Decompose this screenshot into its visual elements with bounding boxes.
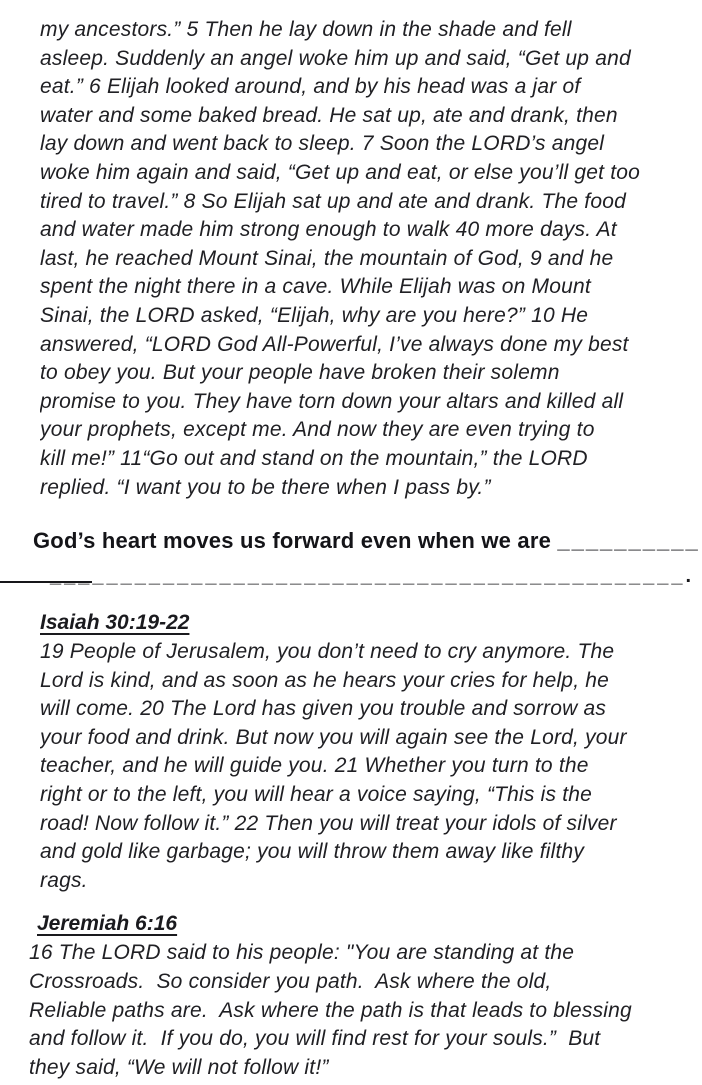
fill-in-blank-underscores-line2: _____________________________________________.: [50, 565, 695, 588]
section-jeremiah: [0, 909, 702, 1082]
fill-in-blank-underscores-line1: __________: [557, 528, 700, 554]
section-heading-isaiah: Isaiah 30:19-22: [40, 611, 190, 635]
scripture-passage-jeremiah: 16 The LORD said to his people: "You are standing at the Crossroads. So consider you path. Ask where the old, Reliable paths are. Ask where the path is that leads to blessing and follow it. If you do, you will find rest for your souls.” But they said, “We will not follow it!”: [29, 941, 632, 1079]
section-isaiah: [0, 608, 702, 895]
scripture-passage-kings: my ancestors.” 5 Then he lay down in the shade and fell asleep. Suddenly an angel woke him up and said, “Get up and eat.” 6 Elijah looked around, and by his head was a jar of water and some baked bread. He sat up, ate and drank, then lay down and went back to sleep. 7 Soon the LORD’s angel woke him again and said, “Get up and eat, or else you’ll get too tired to travel.” 8 So Elijah sat up and ate and drank. The food and water made him strong enough to walk 40 more days. At last, he reached Mount Sinai, the mountain of God, 9 and he spent the night there in a cave. While Elijah was on Mount Sinai, the LORD asked, “Elijah, why are you here?” 10 He answered, “LORD God All-Powerful, I’ve always done my best to obey you. But your people have broken their solemn promise to you. They have torn down your altars and killed all your prophets, except me. And now they are even trying to kill me!” 11“Go out and stand on the mountain,” the LORD replied. “I want you to be there when I pass by.”: [40, 18, 640, 499]
fill-in-blank-prompt: [33, 526, 702, 556]
fill-in-blank-line2: [0, 558, 702, 588]
section-heading-jeremiah: Jeremiah 6:16: [37, 912, 178, 936]
fill-in-blank-prompt-text: God’s heart moves us forward even when we are: [33, 528, 558, 554]
scripture-passage-isaiah: 19 People of Jerusalem, you don’t need to cry anymore. The Lord is kind, and as soon as he hears your cries for help, he will come. 20 The Lord has given you trouble and sorrow as your food and drink. But now you will again see the Lord, your teacher, and he will guide you. 21 Whether you turn to the right or to the left, you will hear a voice saying, “This is the road! Now follow it.” 22 Then you will treat your idols of silver and gold like garbage; you will throw them away like filthy rags.: [40, 640, 627, 892]
